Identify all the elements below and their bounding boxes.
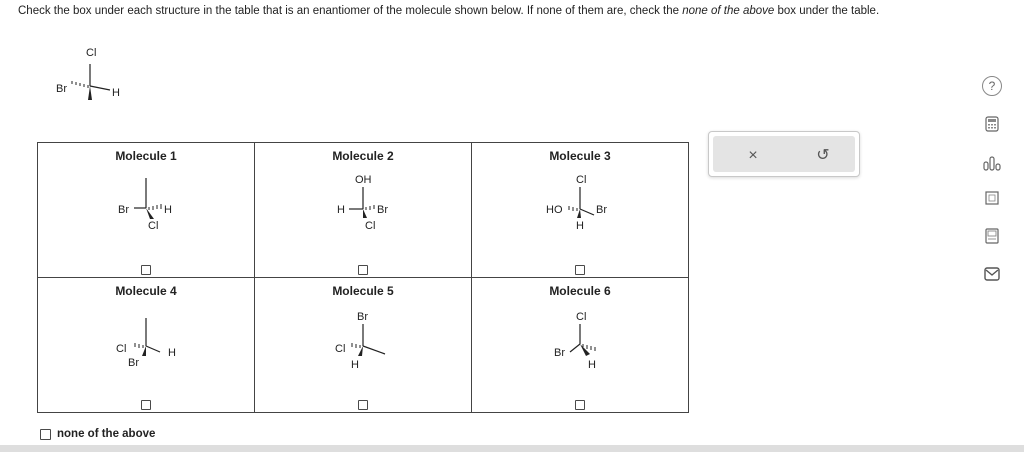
molecule-3-checkbox[interactable] <box>575 265 585 275</box>
molecule-title: Molecule 4 <box>115 284 177 298</box>
periodic-table-button[interactable] <box>982 188 1002 208</box>
reference-molecule <box>48 44 138 114</box>
molecule-cell-4 <box>38 278 255 413</box>
none-of-above-label: none of the above <box>57 428 156 440</box>
close-icon: × <box>748 147 758 164</box>
mol2-label-left: H <box>337 204 345 216</box>
reference-book-icon <box>984 228 1000 244</box>
molecule-title: Molecule 5 <box>332 284 394 298</box>
molecule-cell-6 <box>472 278 689 413</box>
molecule-title: Molecule 6 <box>549 284 611 298</box>
mol2-label-right: Br <box>377 204 388 216</box>
undo-button[interactable] <box>813 146 833 166</box>
answer-actions-inner <box>713 136 855 172</box>
molecule-5-checkbox[interactable] <box>358 400 368 410</box>
answer-actions-panel <box>708 131 860 177</box>
mol5-label-left: Cl <box>335 343 346 355</box>
mol1-label-right: H <box>164 204 172 216</box>
question-emphasis: none of the above <box>682 5 775 17</box>
molecule-3-structure <box>520 173 640 243</box>
question-part-2: box under the table. <box>774 5 880 17</box>
mol4-label-left: Cl <box>116 343 127 355</box>
mol6-label-bottom: H <box>588 359 596 371</box>
calculator-icon <box>984 116 1000 132</box>
molecule-title: Molecule 1 <box>115 149 177 163</box>
mol2-label-bottom: Cl <box>365 220 376 232</box>
molecule-cell-1 <box>38 143 255 278</box>
molecule-4-structure <box>86 308 206 378</box>
mol5-label-bottom: H <box>351 359 359 371</box>
molecule-2-structure <box>303 173 423 243</box>
molecule-cell-3 <box>472 143 689 278</box>
help-button[interactable] <box>982 76 1002 96</box>
question-text <box>18 4 958 19</box>
molecule-title: Molecule 2 <box>332 149 394 163</box>
periodic-table-icon <box>985 191 999 205</box>
mol3-label-bottom: H <box>576 220 584 232</box>
ref-label-right: H <box>112 87 120 99</box>
molecule-title: Molecule 3 <box>549 149 611 163</box>
none-of-above-checkbox[interactable] <box>40 429 51 440</box>
molecule-2-checkbox[interactable] <box>358 265 368 275</box>
mol1-label-left: Br <box>118 204 129 216</box>
none-of-above-option[interactable] <box>40 428 155 440</box>
ref-label-top: Cl <box>86 47 97 59</box>
molecule-1-checkbox[interactable] <box>141 265 151 275</box>
molecule-cell-5 <box>255 278 472 413</box>
molecule-1-structure <box>86 173 206 243</box>
mol4-label-right: H <box>168 347 176 359</box>
mol6-label-left: Br <box>554 347 565 359</box>
molecule-6-structure <box>520 308 640 378</box>
undo-icon: ↺ <box>816 147 830 164</box>
question-part-1: Check the box under each structure in the table that is an enantiomer of the molecule shown below. If none of them are, check the <box>18 5 683 17</box>
molecule-cell-2 <box>255 143 472 278</box>
data-button[interactable] <box>982 153 1002 173</box>
reference-button[interactable] <box>982 226 1002 246</box>
mol3-label-top: Cl <box>576 174 587 186</box>
bottom-bar <box>0 445 1024 452</box>
calculator-button[interactable] <box>982 114 1002 134</box>
mol2-label-top: OH <box>355 174 372 186</box>
mol4-label-bottom: Br <box>128 357 139 369</box>
mol5-label-top: Br <box>357 311 368 323</box>
mail-icon <box>984 267 1000 281</box>
mail-button[interactable] <box>982 264 1002 284</box>
clear-button[interactable] <box>743 146 763 166</box>
ref-label-left: Br <box>56 83 67 95</box>
mol1-label-bottom: Cl <box>148 220 159 232</box>
help-icon: ? <box>982 76 1002 96</box>
mol3-label-right: Br <box>596 204 607 216</box>
molecule-5-structure <box>303 308 423 378</box>
molecule-4-checkbox[interactable] <box>141 400 151 410</box>
mol6-label-top: Cl <box>576 311 587 323</box>
molecules-table <box>37 142 689 413</box>
mol3-label-left: HO <box>546 204 563 216</box>
molecule-6-checkbox[interactable] <box>575 400 585 410</box>
data-chart-icon <box>983 155 1001 171</box>
